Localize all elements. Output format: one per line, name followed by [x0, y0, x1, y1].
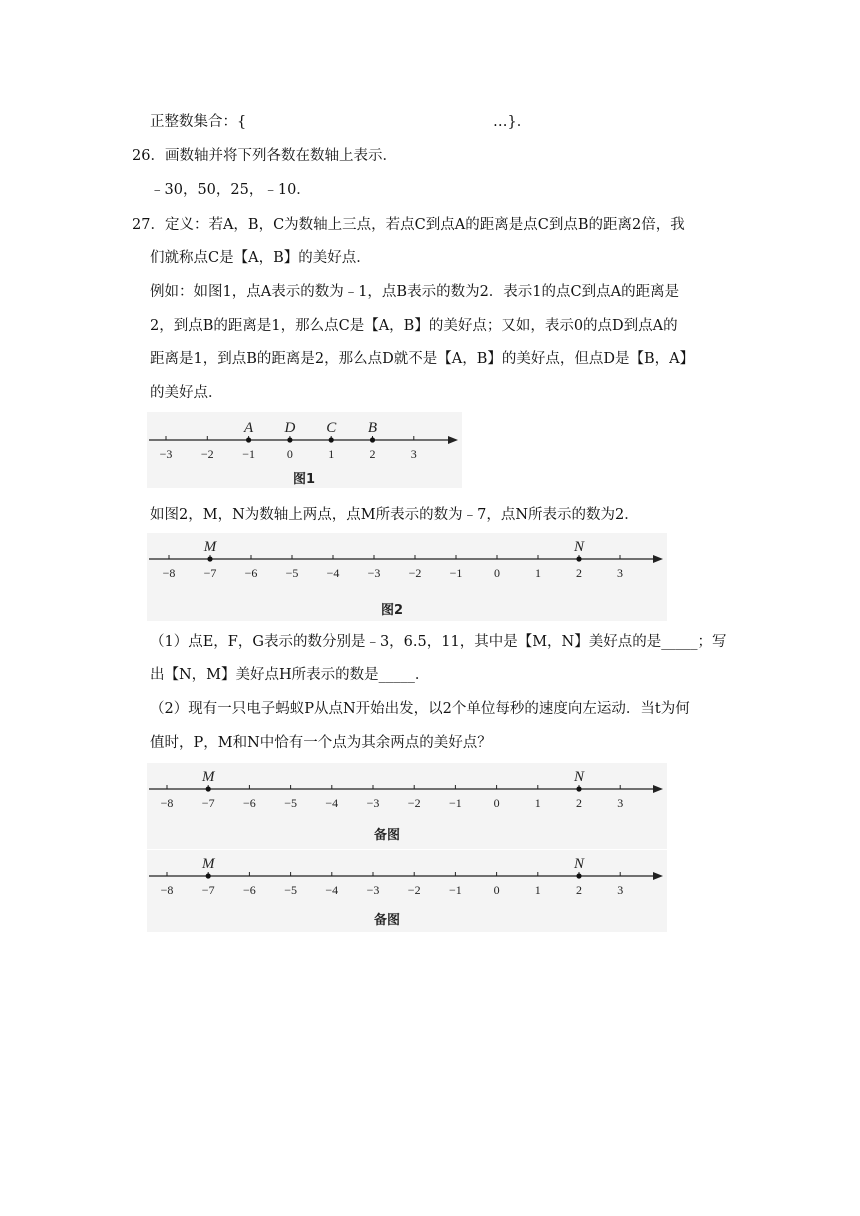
point-marker: [576, 873, 581, 878]
tick-label: 3: [410, 447, 417, 461]
example-line-1: 例如：如图1，点A表示的数为﹣1，点B表示的数为2．表示1的点C到点A的距离是: [150, 284, 680, 300]
tick-label: −7: [203, 566, 217, 580]
tick-label: −1: [449, 796, 462, 810]
part-2-line-1: （2）现有一只电子蚂蚁P从点N开始出发，以2个单位每秒的速度向左运动．当t为何: [150, 701, 690, 717]
figure-background: [147, 533, 667, 621]
point-label: N: [573, 769, 585, 785]
part-1-line-1: （1）点E，F，G表示的数分别是﹣3，6.5，11，其中是【M，N】美好点的是_____；写: [150, 634, 727, 650]
number-line-spare-figure-1-svg: [147, 763, 667, 849]
example-line-3: 距离是1，到点B的距离是2，那么点D就不是【A，B】的美好点，但点D是【B，A】: [150, 351, 695, 367]
point-label: N: [573, 539, 585, 555]
point-label: D: [284, 420, 296, 436]
question-26: 26．画数轴并将下列各数在数轴上表示．: [132, 148, 397, 164]
positive-integer-set-label: 正整数集合：{: [150, 114, 247, 130]
point-label: M: [201, 856, 215, 872]
figure-caption: 备图: [373, 828, 401, 843]
tick-label: 2: [576, 566, 582, 580]
point-label: B: [367, 420, 378, 436]
tick-label: −5: [284, 883, 297, 897]
number-line-figure-2-svg: [147, 533, 667, 621]
tick-label: −5: [285, 566, 299, 580]
tick-label: 1: [328, 447, 335, 461]
tick-label: 1: [534, 796, 541, 810]
point-marker: [207, 556, 212, 561]
tick-label: 2: [576, 883, 582, 897]
tick-label: 3: [617, 796, 624, 810]
tick-label: −3: [159, 447, 173, 461]
tick-label: −1: [449, 883, 462, 897]
figure-caption: 备图: [373, 913, 401, 928]
tick-label: −4: [326, 566, 340, 580]
tick-label: 0: [493, 883, 500, 897]
example-line-2: 2，到点B的距离是1，那么点C是【A，B】的美好点；又如，表示0的点D到点A的: [150, 318, 678, 334]
tick-label: −4: [325, 796, 339, 810]
tick-label: 3: [617, 883, 624, 897]
point-marker: [206, 873, 211, 878]
part-1-line-2: 出【N，M】美好点H所表示的数是_____．: [150, 667, 430, 683]
point-marker: [206, 786, 211, 791]
tick-label: −8: [160, 796, 174, 810]
tick-label: 0: [494, 566, 500, 580]
point-marker: [246, 437, 251, 442]
tick-label: −2: [407, 796, 421, 810]
tick-label: −3: [367, 566, 381, 580]
tick-label: −6: [243, 883, 256, 897]
question-27-line-2: 们就称点C是【A，B】的美好点．: [150, 250, 371, 266]
number-line-spare-figure-2-svg: [147, 850, 667, 932]
number-line-spare-figure-1: [147, 763, 667, 849]
point-marker: [329, 437, 334, 442]
tick-label: −7: [201, 796, 215, 810]
figure-2-intro: 如图2，M，N为数轴上两点，点M所表示的数为﹣7，点N所表示的数为2．: [150, 507, 639, 523]
example-line-4: 的美好点．: [150, 385, 223, 401]
number-line-figure-1: [147, 412, 462, 488]
tick-label: −6: [243, 796, 256, 810]
positive-integer-set-close: …}．: [493, 114, 532, 130]
tick-label: 0: [493, 796, 500, 810]
point-label: C: [326, 420, 337, 436]
tick-label: −3: [366, 883, 380, 897]
number-line-spare-figure-2: [147, 850, 667, 932]
tick-label: 2: [369, 447, 376, 461]
tick-label: −5: [284, 796, 297, 810]
tick-label: −2: [408, 566, 422, 580]
tick-label: −2: [407, 883, 421, 897]
tick-label: −1: [449, 566, 463, 580]
tick-label: −8: [160, 883, 174, 897]
part-2-line-2: 值时，P，M和N中恰有一个点为其余两点的美好点？: [150, 735, 492, 751]
tick-label: 1: [534, 883, 541, 897]
figure-caption: 图1: [292, 472, 316, 487]
number-line-figure-1-svg: [147, 412, 462, 488]
tick-label: −6: [244, 566, 258, 580]
tick-label: −7: [201, 883, 215, 897]
number-line-figure-2: [147, 533, 667, 621]
point-label: A: [244, 420, 254, 436]
point-marker: [576, 786, 581, 791]
point-label: N: [573, 856, 585, 872]
point-marker: [287, 437, 292, 442]
figure-caption: 图2: [380, 603, 404, 618]
tick-label: −3: [366, 796, 380, 810]
tick-label: −2: [200, 447, 214, 461]
tick-label: 1: [535, 566, 541, 580]
tick-label: −1: [242, 447, 255, 461]
question-27-line-1: 27．定义：若A，B，C为数轴上三点，若点C到点A的距离是点C到点B的距离2倍，我: [132, 217, 685, 233]
question-26-numbers: ﹣30，50，25，﹣10．: [150, 182, 311, 198]
point-marker: [370, 437, 375, 442]
tick-label: 3: [617, 566, 623, 580]
point-marker: [576, 556, 581, 561]
tick-label: 2: [576, 796, 582, 810]
point-label: M: [203, 539, 217, 555]
tick-label: −8: [162, 566, 176, 580]
tick-label: −4: [325, 883, 339, 897]
point-label: M: [201, 769, 215, 785]
tick-label: 0: [286, 447, 293, 461]
